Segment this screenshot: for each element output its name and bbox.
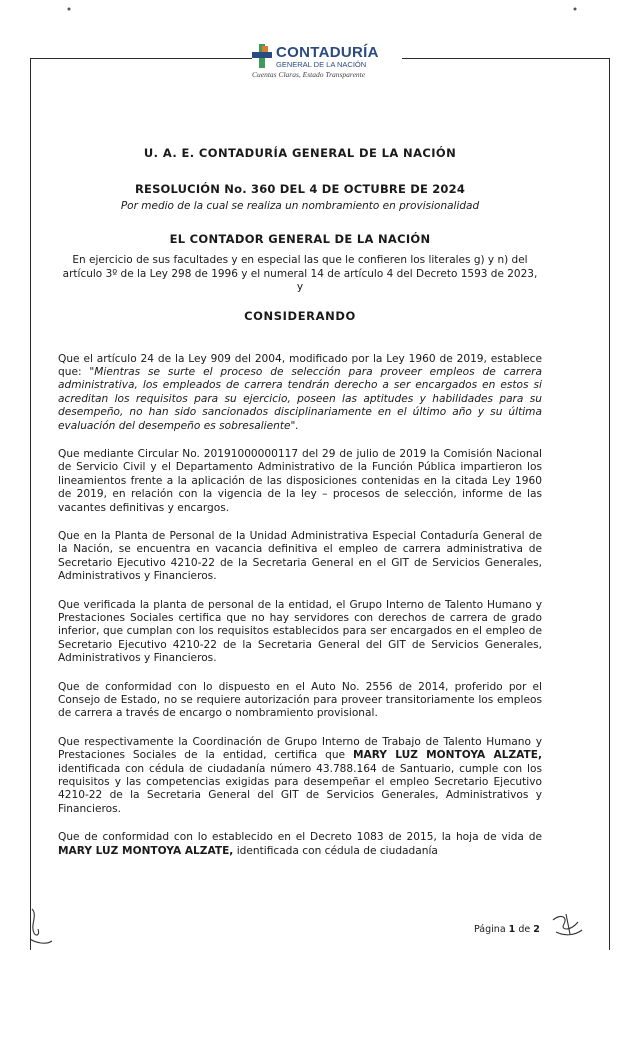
handwritten-initial-left [26,905,56,947]
page-current: 1 [508,924,516,935]
appointee-name: MARY LUZ MONTOYA ALZATE, [58,844,234,857]
paragraph-1-text: Que el artículo 24 de la Ley 909 del 2004, modificado por la Ley 1960 de 2019, establece que: [58,352,542,378]
logo-subname: GENERAL DE LA NACIÓN [276,60,367,69]
paragraph-2: Que mediante Circular No. 20191000000117 del 29 de julio de 2019 la Comisión Nacional de Servicio Civil y el Departamento Administrativo de la Función Pública impartieron los lineamientos frente a la aplicación de las disposiciones contenidas en la citada Ley 1960 de 2019, en relación con la vigencia de la ley – procesos de selección, informe de las vacantes definitivas y encargos. [58,447,542,514]
paragraph-3: Que en la Planta de Personal de la Unidad Administrativa Especial Contaduría General de la Nación, se encuentra en vacancia definitiva el empleo de carrera administrativa de Secretario Ejecutivo 4210-22 de la Secretaria General en el GIT de Servicios Generales, Administrativos y Financieros. [58,529,542,583]
logo-emblem-icon [252,44,272,68]
scan-speck [66,6,72,12]
paragraph-5: Que de conformidad con lo dispuesto en el Auto No. 2556 de 2014, proferido por el Consejo de Estado, no se requiere autorización para proveer transitoriamente los empleos de carrera a través de encargo o nombramiento provisional. [58,680,542,720]
page-number [474,924,540,935]
document-body [58,140,542,858]
entity-heading: U. A. E. CONTADURÍA GENERAL DE LA NACIÓN [143,146,457,160]
considerando-heading: CONSIDERANDO [244,308,356,323]
paragraph-6 [58,736,542,816]
logo-slogan: Cuentas Claras, Estado Transparente [252,70,366,79]
page-label: Página [474,924,506,935]
scan-speck [572,6,578,12]
paragraph-7-text-a: Que de conformidad con lo establecido en el Decreto 1083 de 2015, la hoja de vida de [58,831,542,844]
paragraph-7-text-b: identificada con cédula de ciudadanía [233,844,438,857]
resolution-title: RESOLUCIÓN No. 360 DEL 4 DE OCTUBRE DE 2024 [134,182,466,196]
handwritten-initial-right [550,910,586,940]
logo-name: CONTADURÍA [276,44,379,61]
paragraph-7 [58,831,542,858]
paragraph-4: Que verificada la planta de personal de la entidad, el Grupo Interno de Talento Humano y Prestaciones Sociales certifica que no hay servidores con derechos de carrera de grado inferior, que cumplan con los requisitos establecidos para ser encargados en el empleo de Secretario Ejecutivo 4210-22 de la Secretaria General del GIT de Servicios Generales, Administrativos y Financieros. [58,598,542,665]
paragraph-6-text-b: identificada con cédula de ciudadanía número 43.788.164 de Santuario, cumple con los requisitos y las competencias exigidas para desempeñar el empleo Secretario Ejecutivo 4210-22 de la Secretaria General del GIT de Servicios Generales, Administrativos y Financieros. [58,762,542,815]
intro-paragraph: En ejercicio de sus facultades y en especial las que le confieren los literales g) y n) del artículo 3º de la Ley 298 de 1996 y el numeral 14 de artículo 4 del Decreto 1593 de 2023, y [62,254,538,293]
contaduria-logo [252,42,402,82]
resolution-subject: Por medio de la cual se realiza un nombramiento en provisionalidad [120,200,480,212]
page-separator: de [518,924,531,935]
page-total: 2 [533,924,540,935]
appointee-name: MARY LUZ MONTOYA ALZATE, [352,749,542,762]
paragraph-1 [58,353,542,433]
paragraph-1-quote: "Mientras se surte el proceso de selección para proveer empleos de carrera administrativa, los empleados de carrera tendrán derecho a ser encargados en estos si acreditan los requisitos para su ejercicio, poseen las aptitudes y habilidades para su desempeño, no han sido sancionados disciplinariamente en el último año y su última evaluación del desempeño es sobresaliente". [58,365,542,432]
authority-heading: EL CONTADOR GENERAL DE LA NACIÓN [169,232,431,246]
paragraph-6-text-a: Que respectivamente la Coordinación de Grupo Interno de Trabajo de Talento Humano y Prestaciones Sociales de la entidad, certifica que [58,735,542,762]
